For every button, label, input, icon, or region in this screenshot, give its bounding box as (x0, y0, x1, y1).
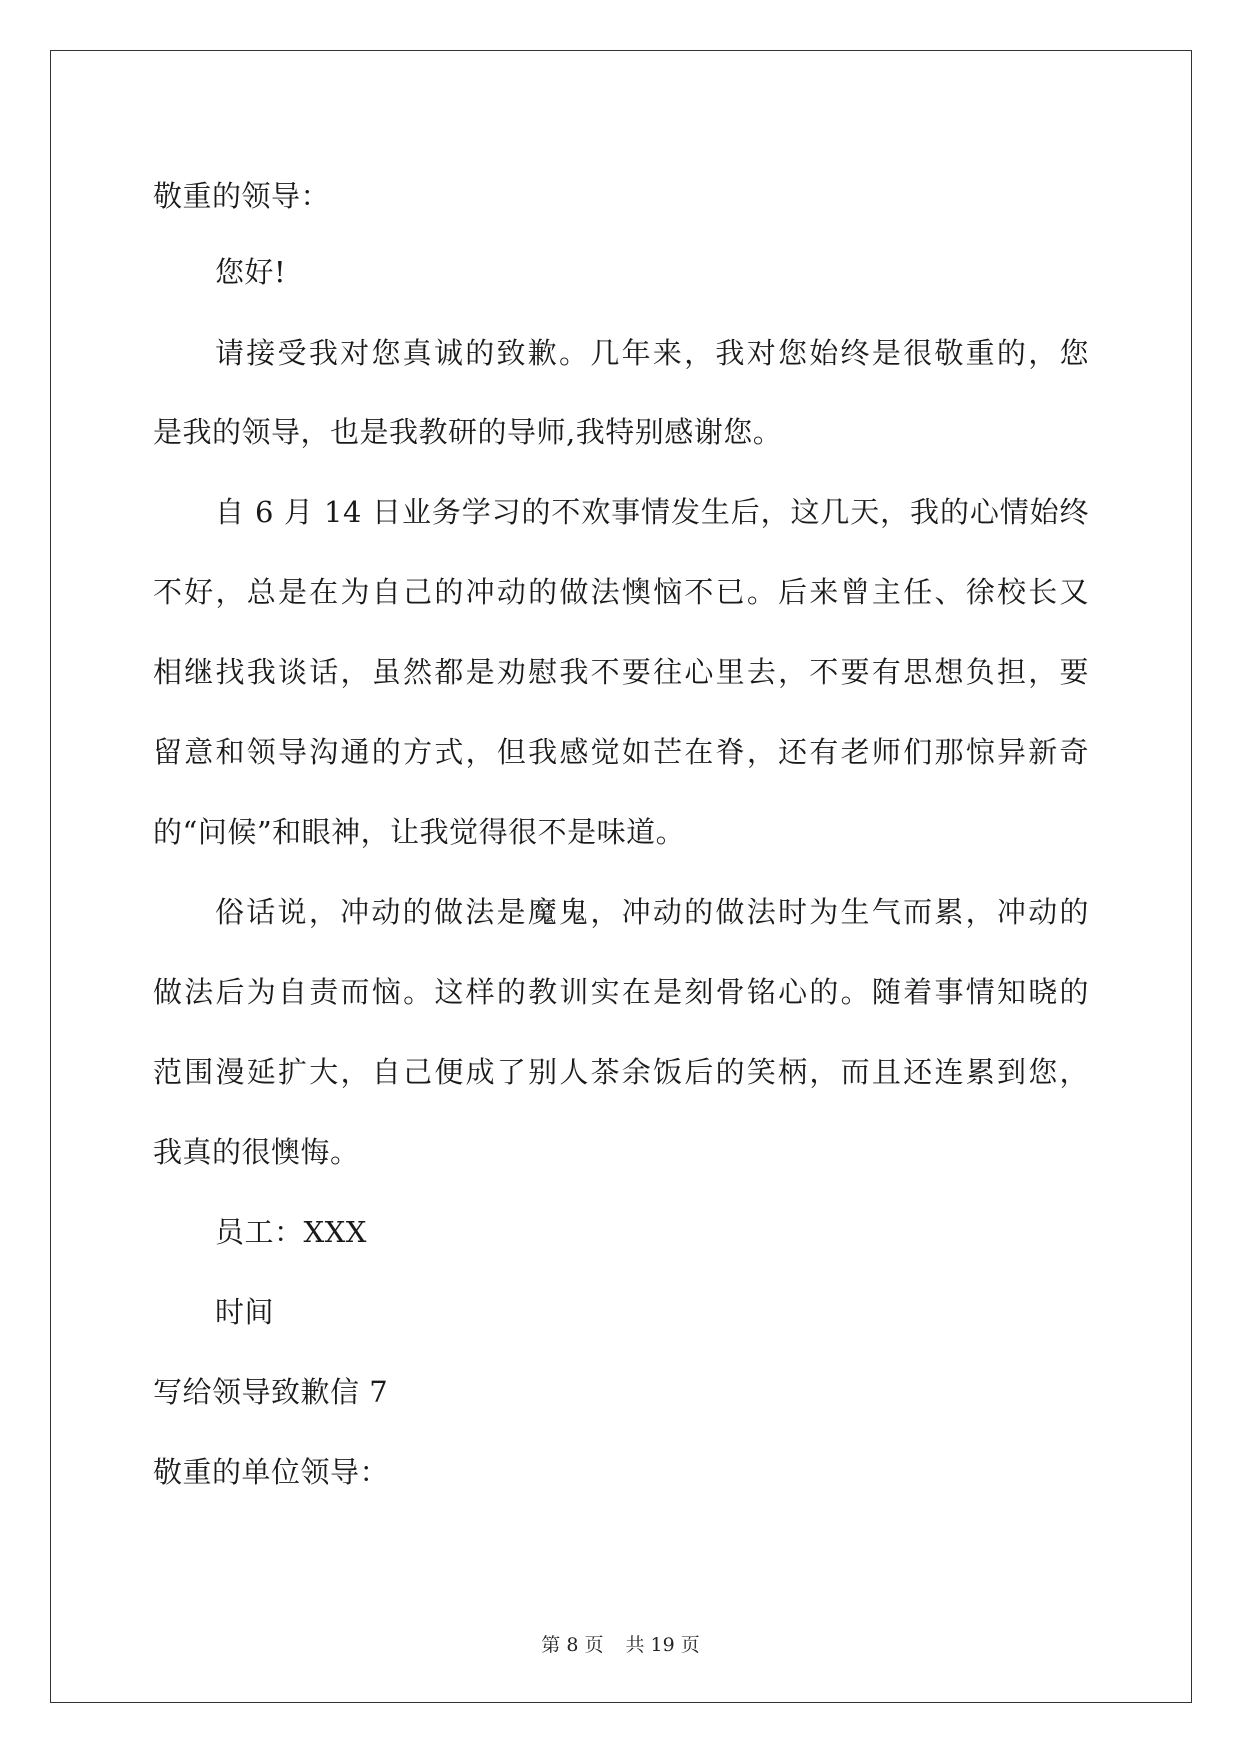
paragraph-3-line: 俗话说，冲动的做法是魔鬼，冲动的做法时为生气而累，冲动的 (215, 895, 1089, 929)
paragraph-2-line: 自 6 月 14 日业务学习的不欢事情发生后，这几天，我的心情始终 (215, 495, 1089, 529)
paragraph-2-line: 的“问候”和眼神，让我觉得很不是味道。 (153, 815, 686, 849)
paragraph-2-line: 留意和领导沟通的方式，但我感觉如芒在脊，还有老师们那惊异新奇 (153, 735, 1089, 769)
paragraph-3-line: 范围漫延扩大，自己便成了别人茶余饭后的笑柄，而且还连累到您， (153, 1055, 1089, 1089)
page-total: 共 19 页 (625, 1634, 700, 1656)
paragraph-2-line: 相继找我谈话，虽然都是劝慰我不要往心里去，不要有思想负担，要 (153, 655, 1089, 689)
next-letter-title: 写给领导致歉信 7 (153, 1375, 389, 1409)
paragraph-3-line: 做法后为自责而恼。这样的教训实在是刻骨铭心的。随着事情知晓的 (153, 975, 1089, 1009)
paragraph-3-line: 我真的很懊悔。 (153, 1135, 360, 1169)
page-number: 第 8 页 (541, 1634, 604, 1656)
signature: 员工：XXX (215, 1215, 367, 1249)
paragraph-1-line: 请接受我对您真诚的致歉。几年来，我对您始终是很敬重的，您 (215, 336, 1089, 370)
paragraph-1-line: 是我的领导，也是我教研的导师,我特别感谢您。 (153, 415, 783, 449)
salutation: 敬重的领导： (153, 179, 331, 213)
greeting: 您好! (215, 255, 287, 289)
date-label: 时间 (215, 1295, 275, 1329)
page-footer (0, 1633, 1241, 1657)
paragraph-2-line: 不好，总是在为自己的冲动的做法懊恼不已。后来曾主任、徐校长又 (153, 575, 1089, 609)
next-letter-salutation: 敬重的单位领导： (153, 1455, 390, 1489)
